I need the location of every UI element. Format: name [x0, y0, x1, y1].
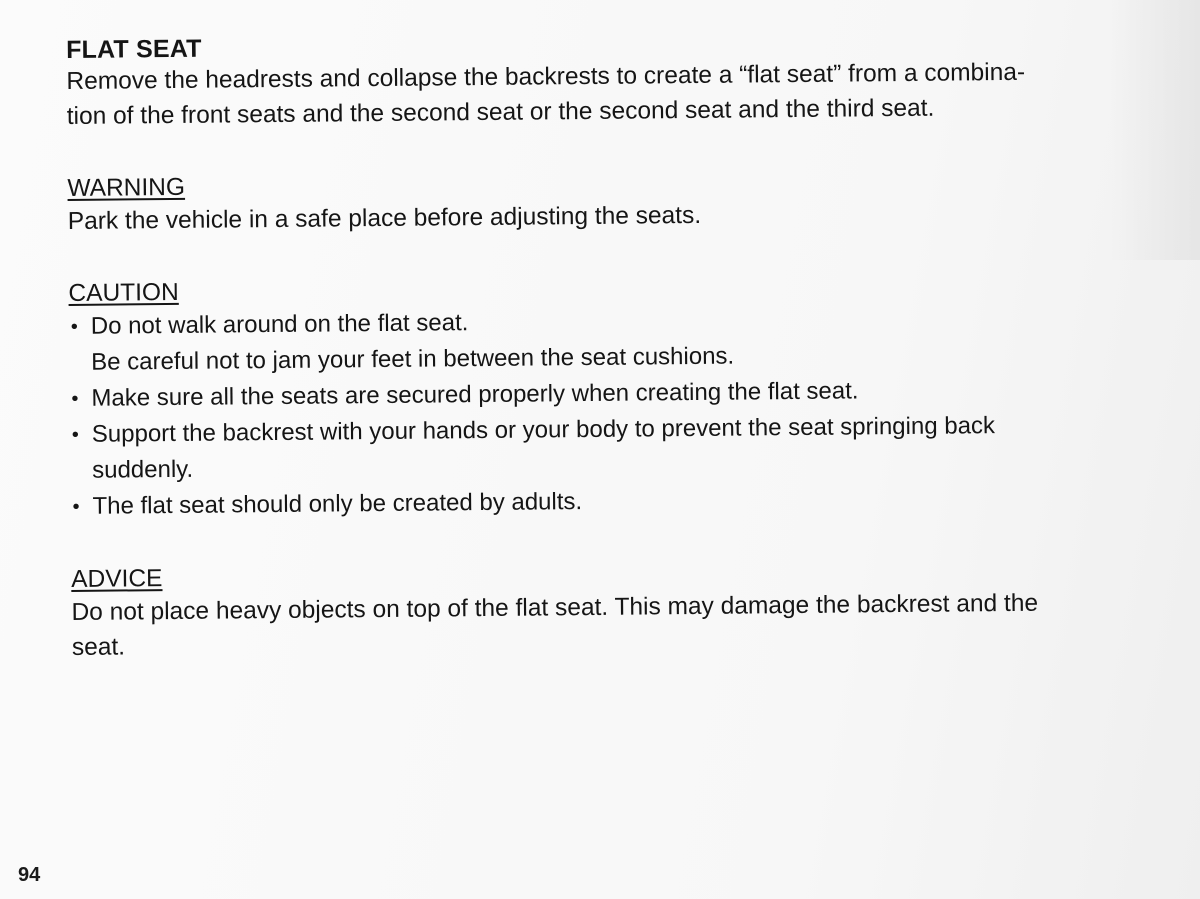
page-number: 94 [18, 864, 41, 886]
flat-seat-section [66, 25, 1177, 134]
flat-seat-heading: FLAT SEAT [66, 34, 202, 64]
flat-seat-body-line-1: Remove the headrests and collapse the backrests to create a “flat seat” from a combina- [66, 58, 1026, 95]
advice-label: ADVICE [71, 565, 163, 593]
advice-section [71, 554, 1182, 665]
caution-label: CAUTION [68, 278, 179, 307]
caution-item-text: The flat seat should only be created by adults. [92, 488, 583, 520]
flat-seat-body-line-2: tion of the front seats and the second seat or the second seat and the third seat. [66, 94, 935, 130]
warning-label: WARNING [67, 173, 186, 202]
page-content [66, 25, 1182, 665]
warning-text: Park the vehicle in a safe place before adjusting the seats. [67, 201, 702, 235]
bullet-icon: • [70, 315, 78, 338]
caution-item-text: Do not walk around on the flat seat. [90, 309, 469, 340]
bullet-icon: • [72, 495, 80, 518]
caution-item-continuation: Be careful not to jam your feet in between the seat cushions. [91, 342, 735, 376]
warning-section [67, 163, 1178, 239]
bullet-icon: • [71, 423, 79, 446]
caution-item-text: Support the backrest with your hands or your body to prevent the seat springing back [91, 412, 996, 448]
caution-item-text: Make sure all the seats are secured properly when creating the flat seat. [91, 377, 859, 412]
caution-section [68, 268, 1180, 525]
advice-text-line-1: Do not place heavy objects on top of the flat seat. This may damage the backrest and the [71, 589, 1039, 626]
advice-text-line-2: seat. [71, 633, 126, 661]
caution-item-continuation: suddenly. [92, 455, 194, 484]
bullet-icon: • [71, 387, 79, 410]
